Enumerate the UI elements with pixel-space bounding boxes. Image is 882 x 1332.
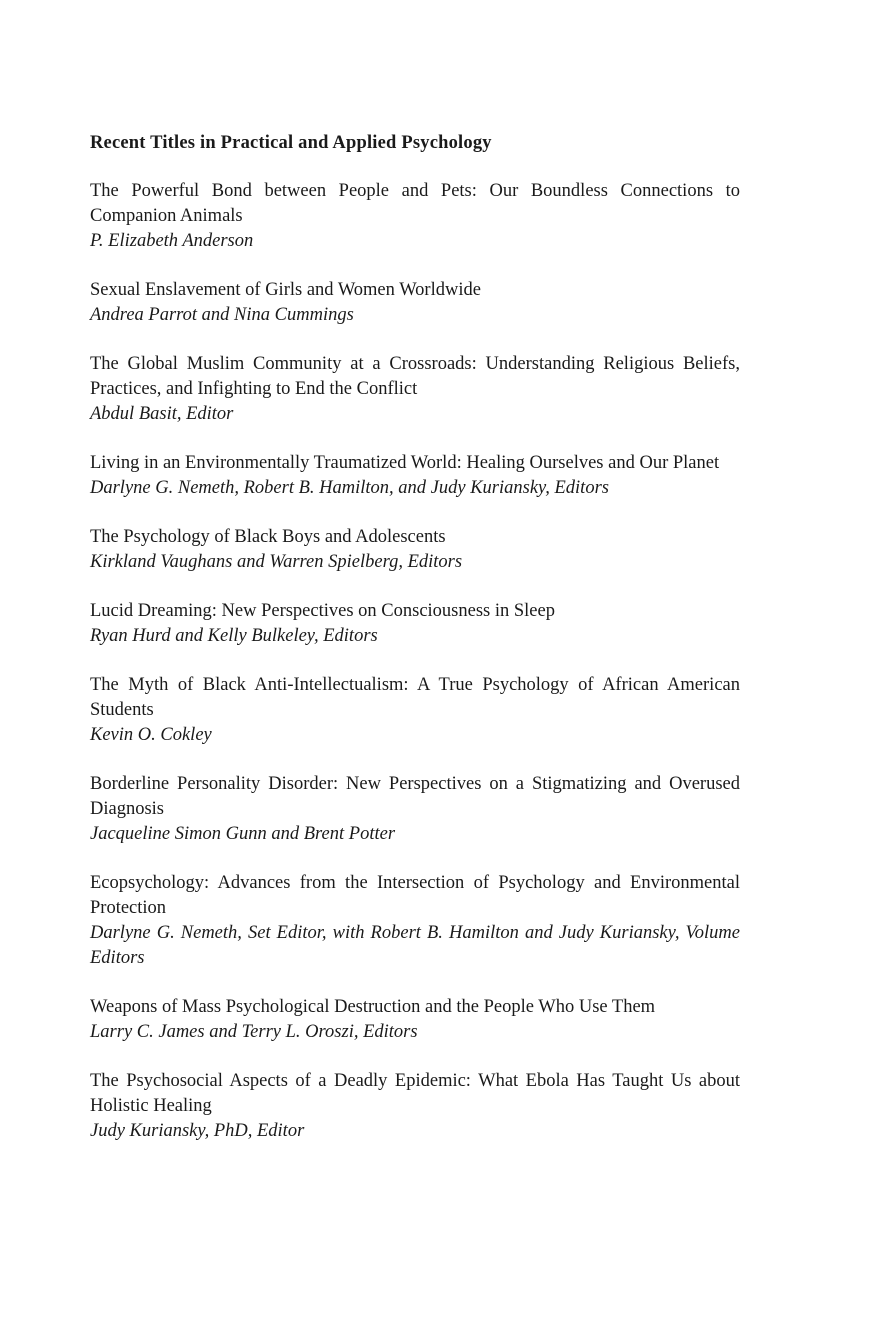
book-title: Lucid Dreaming: New Perspectives on Consciousness in Sleep bbox=[90, 601, 555, 621]
book-authors: Darlyne G. Nemeth, Robert B. Hamilton, and Judy Kuriansky, Editors bbox=[90, 478, 609, 498]
book-authors: Abdul Basit, Editor bbox=[90, 404, 234, 424]
book-authors: Darlyne G. Nemeth, Set Editor, with Robert B. Hamilton and Judy Kuriansky, Volume Editors bbox=[90, 923, 740, 968]
book-entry bbox=[90, 352, 740, 427]
book-authors: Kevin O. Cokley bbox=[90, 725, 212, 745]
book-title: The Global Muslim Community at a Crossroads: Understanding Religious Beliefs, Practices, and Infighting to End the Conflict bbox=[90, 354, 740, 399]
book-entry bbox=[90, 1069, 740, 1144]
book-entry bbox=[90, 871, 740, 971]
book-title: The Psychology of Black Boys and Adolescents bbox=[90, 527, 446, 547]
book-authors: Judy Kuriansky, PhD, Editor bbox=[90, 1121, 305, 1141]
series-heading: Recent Titles in Practical and Applied Psychology bbox=[90, 133, 492, 153]
book-entry bbox=[90, 179, 740, 254]
book-authors: Ryan Hurd and Kelly Bulkeley, Editors bbox=[90, 626, 378, 646]
book-title: Living in an Environmentally Traumatized World: Healing Ourselves and Our Planet bbox=[90, 453, 720, 473]
book-entry bbox=[90, 278, 740, 328]
series-list-page bbox=[90, 130, 740, 1168]
book-entry bbox=[90, 995, 740, 1045]
book-title: Weapons of Mass Psychological Destruction and the People Who Use Them bbox=[90, 997, 656, 1017]
book-entry bbox=[90, 525, 740, 575]
book-title: Sexual Enslavement of Girls and Women Worldwide bbox=[90, 280, 481, 300]
book-authors: Larry C. James and Terry L. Oroszi, Editors bbox=[90, 1022, 418, 1042]
book-authors: Kirkland Vaughans and Warren Spielberg, Editors bbox=[90, 552, 463, 572]
book-authors: Jacqueline Simon Gunn and Brent Potter bbox=[90, 824, 396, 844]
book-entry bbox=[90, 599, 740, 649]
book-title: The Myth of Black Anti-Intellectualism: A True Psychology of African American Students bbox=[90, 675, 740, 720]
book-entry bbox=[90, 451, 740, 501]
book-entry bbox=[90, 673, 740, 748]
book-authors: P. Elizabeth Anderson bbox=[90, 231, 254, 251]
book-title: Ecopsychology: Advances from the Intersection of Psychology and Environmental Protection bbox=[90, 873, 740, 918]
book-title: Borderline Personality Disorder: New Perspectives on a Stigmatizing and Overused Diagnosis bbox=[90, 774, 740, 819]
book-authors: Andrea Parrot and Nina Cummings bbox=[90, 305, 354, 325]
book-entry bbox=[90, 772, 740, 847]
book-title: The Psychosocial Aspects of a Deadly Epidemic: What Ebola Has Taught Us about Holistic Healing bbox=[90, 1071, 740, 1116]
book-title: The Powerful Bond between People and Pets: Our Boundless Connections to Companion Animals bbox=[90, 181, 740, 226]
